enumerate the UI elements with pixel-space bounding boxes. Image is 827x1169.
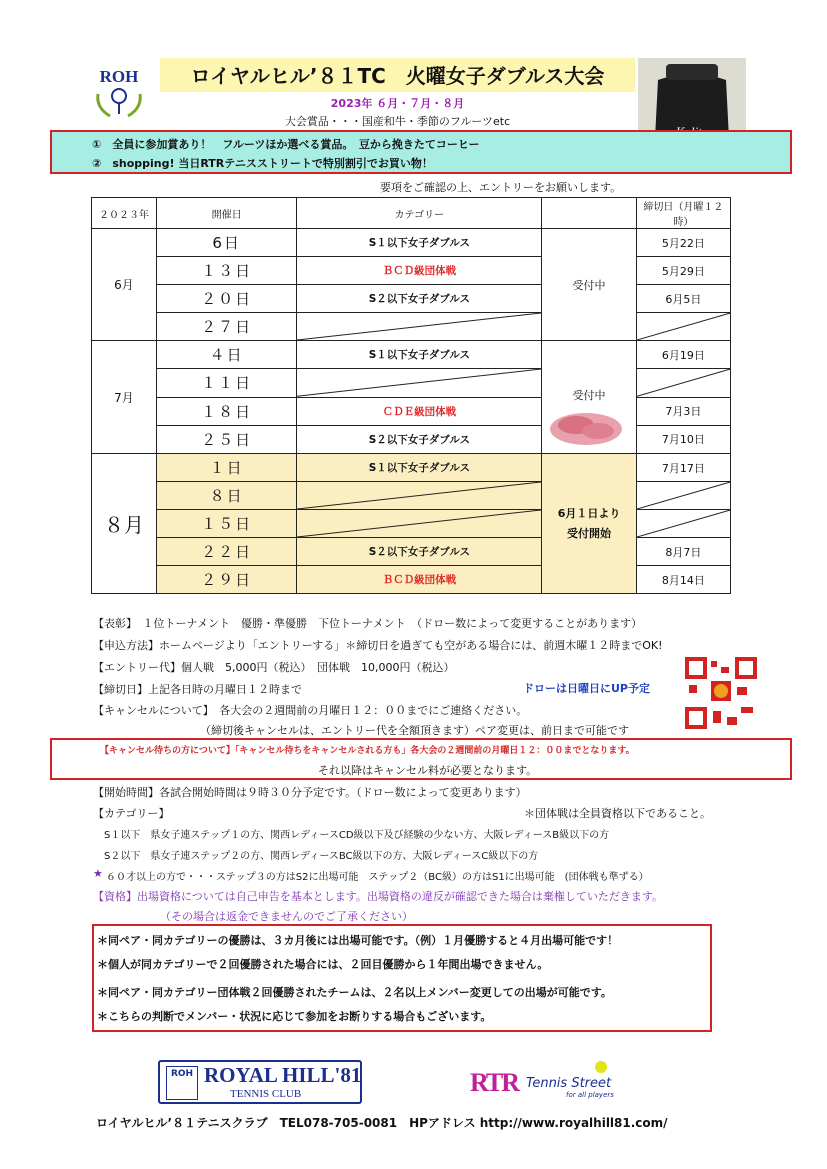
deadline-info: 【締切日】上記各日時の月曜日１２時まで [93, 683, 302, 696]
club-logo-sub: TENNIS CLUB [230, 1088, 302, 1100]
waitlist-info: 【キャンセル待ちの方について】「キャンセル待ちをキャンセルされる方も」各大会の２週間前の月曜日１２：００までとなります。 [100, 746, 635, 756]
empty-deadline [636, 313, 730, 341]
fee-info: 【エントリー代】個人戦 5,000円（税込） 団体戦 10,000円（税込） [93, 661, 455, 674]
status-june: 受付中 [542, 229, 636, 341]
event-deadline: 8月7日 [636, 538, 730, 566]
empty-category [297, 510, 542, 538]
notice-shopping: ② shopping! 当日RTRテニスストリートで特別割引でお買い物！ [92, 157, 433, 170]
s1-definition: S１以下 県女子連ステップ１の方、関西レディースCD級以下及び経験の少ない方、大阪レディースB級以下の方 [104, 830, 610, 841]
event-date: １８日 [156, 397, 296, 425]
s2-definition: S２以下 県女子連ステップ２の方、関西レディースBC級以下の方、大阪レディースC級以下の方 [104, 851, 539, 862]
star-icon: ★ [93, 867, 103, 880]
header-status [542, 198, 636, 229]
event-date: ２７日 [156, 313, 296, 341]
event-category: ＣＤＥ級団体戦 [297, 397, 542, 425]
empty-deadline [636, 369, 730, 397]
rule-item: ＊こちらの判断でメンバー・状況に応じて参加をお断りする場合もございます。 [97, 1010, 492, 1023]
table-header [92, 198, 731, 229]
empty-slash [637, 313, 730, 340]
empty-slash [297, 313, 541, 340]
empty-slash [297, 482, 541, 509]
event-date: 6日 [156, 229, 296, 257]
empty-deadline [636, 510, 730, 538]
table-row [92, 229, 731, 257]
status-august-line2: 受付開始 [567, 526, 612, 540]
cancel-info: 【キャンセルについて】 各大会の２週間前の月曜日１２：００までにご連絡ください。 [93, 704, 528, 717]
rtr-logo [470, 1060, 620, 1104]
status-august-line1: 6月１日より [557, 506, 621, 520]
event-category: S２以下女子ダブルス [297, 538, 542, 566]
page-title: ロイヤルヒル’８１TC 火曜女子ダブルス大会 [190, 64, 605, 88]
waitlist-fee: それ以降はキャンセル料が必要となります。 [318, 764, 538, 777]
event-category: ＢＣＤ級団体戦 [297, 257, 542, 285]
status-august [542, 454, 636, 594]
event-date: ２０日 [156, 285, 296, 313]
status-july [542, 341, 636, 454]
qualification: 【資格】出場資格については自己申告を基本とします。出場資格の違反が確認できた場合は棄権していただきます。 [93, 890, 664, 903]
roh-logo [88, 60, 150, 122]
empty-slash [297, 510, 541, 537]
svg-text:ROH: ROH [99, 67, 139, 86]
empty-category [297, 369, 542, 397]
rtr-mark: RTR [470, 1068, 518, 1097]
header-category: カテゴリー [297, 198, 542, 229]
event-date: ２２日 [156, 538, 296, 566]
rule-item: ＊個人が同カテゴリーで２回優勝された場合には、２回目優勝から１年間出場できません。 [97, 958, 549, 971]
event-deadline: 5月22日 [636, 229, 730, 257]
event-deadline: 7月17日 [636, 454, 730, 482]
event-deadline: 7月10日 [636, 425, 730, 453]
team-note: ＊団体戦は全員資格以下であること。 [524, 807, 711, 820]
wagyu-beef-image [546, 405, 626, 449]
event-category: S１以下女子ダブルス [297, 454, 542, 482]
empty-category [297, 313, 542, 341]
cancel-note: （締切後キャンセルは、エントリー代を全額頂きます）ペア変更は、前日まで可能です [200, 724, 629, 737]
event-date: ８日 [156, 482, 296, 510]
tennis-ball-icon [594, 1060, 608, 1074]
rtr-sub: for all players [566, 1091, 614, 1099]
event-date: ２５日 [156, 425, 296, 453]
empty-slash [637, 369, 730, 396]
draw-note: ドローは日曜日にUP予定 [523, 682, 650, 695]
event-months: 2023年 ６月・７月・８月 [330, 97, 465, 110]
month-august: ８月 [92, 454, 157, 594]
entry-request: 要項をご確認の上、エントリーをお願いします。 [380, 181, 622, 194]
start-time: 【開始時間】各試合開始時間は９時３０分予定です。（ドロー数によって変更あります） [93, 786, 527, 799]
header-deadline: 締切日（月曜１２時） [636, 198, 730, 229]
event-category: S１以下女子ダブルス [297, 341, 542, 369]
month-june: 6月 [92, 229, 157, 341]
table-row [92, 454, 731, 482]
empty-slash [637, 482, 730, 509]
header-date: 開催日 [156, 198, 296, 229]
club-logo-text: ROYAL HILL'81 [204, 1063, 362, 1087]
category-heading: 【カテゴリー】 [93, 807, 170, 820]
rule-item: ＊同ペア・同カテゴリーの優勝は、３カ月後には出場可能です。（例）１月優勝すると４月出場可能です！ [97, 934, 619, 947]
empty-category [297, 482, 542, 510]
event-category: S２以下女子ダブルス [297, 425, 542, 453]
event-date: ４日 [156, 341, 296, 369]
month-july: 7月 [92, 341, 157, 454]
rtr-name: Tennis Street [526, 1076, 612, 1091]
event-deadline: 8月14日 [636, 566, 730, 594]
event-deadline: 6月19日 [636, 341, 730, 369]
event-date: １日 [156, 454, 296, 482]
event-deadline: 6月5日 [636, 285, 730, 313]
apply-info: 【申込方法】ホームページより「エントリーする」＊締切日を過ぎても空がある場合には、前週木曜１２時までOK! [93, 639, 663, 652]
royal-hill-logo [158, 1060, 362, 1104]
senior-rule: ６０才以上の方で・・・ステップ３の方はS2に出場可能 ステップ２（BC級）の方はS1に出場可能 (団体戦も準ずる） [106, 872, 649, 883]
event-date: １３日 [156, 257, 296, 285]
event-category: ＢＣＤ級団体戦 [297, 566, 542, 594]
event-category: S２以下女子ダブルス [297, 285, 542, 313]
qr-code-image[interactable] [685, 657, 757, 729]
footer-contact[interactable]: ロイヤルヒル’８１テニスクラブ TEL078-705-0081 HPアドレス http://www.royalhill81.com/ [96, 1116, 668, 1130]
status-july-text: 受付中 [572, 389, 606, 402]
notice-prize: ① 全員に参加賞あり！ フルーツほか選べる賞品。 豆から挽きたてコーヒー [92, 138, 480, 151]
rule-item: ＊同ペア・同カテゴリー団体戦２回優勝されたチームは、２名以上メンバー変更しての出場が可能です。 [97, 986, 612, 999]
roh-badge: ROH [166, 1066, 198, 1100]
event-deadline: 5月29日 [636, 257, 730, 285]
event-deadline: 7月3日 [636, 397, 730, 425]
award-info: 【表彰】 １位トーナメント 優勝・準優勝 下位トーナメント （ドロー数によって変更することがあります） [93, 617, 643, 630]
prizes-text: 大会賞品・・・国産和牛・季節のフルーツetc [284, 115, 511, 128]
qualification-note: （その場合は返金できませんのでご了承ください） [160, 910, 413, 923]
empty-slash [297, 369, 541, 396]
empty-deadline [636, 482, 730, 510]
event-category: S１以下女子ダブルス [297, 229, 542, 257]
event-date: １５日 [156, 510, 296, 538]
empty-slash [637, 510, 730, 537]
event-date: １１日 [156, 369, 296, 397]
table-row [92, 341, 731, 369]
schedule-table [91, 197, 731, 594]
event-date: ２９日 [156, 566, 296, 594]
header-year: ２０２３年 [92, 198, 157, 229]
